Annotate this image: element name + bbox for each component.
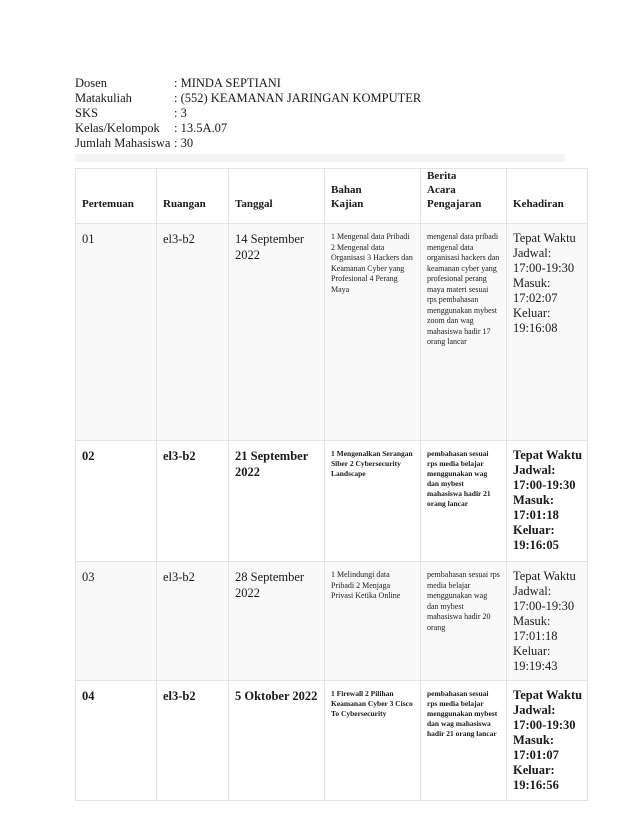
cell-berita-acara: mengenal data pribadi mengenal data organisasi hackers dan keamanan cyber yang profesional perang maya materi sesuai rps pembahasan menggunakan mybest zoom dan wag mahasiswa hadir 17 orang lancar [421, 224, 507, 441]
attendance-line: Keluar: [513, 523, 555, 537]
cell-kehadiran [507, 681, 588, 801]
info-label: Jumlah Mahasiswa [75, 136, 171, 150]
attendance-line: Jadwal: [513, 246, 552, 260]
header-line: Acara [427, 184, 456, 196]
table-row [76, 441, 588, 562]
attendance-line: Jadwal: [513, 584, 552, 598]
attendance-line: 19:16:56 [513, 778, 559, 792]
header-kehadiran: Kehadiran [507, 169, 588, 224]
cell-pertemuan: 02 [76, 441, 157, 562]
header-pertemuan: Pertemuan [76, 169, 157, 224]
cell-tanggal: 28 September 2022 [229, 562, 325, 681]
table-row [76, 562, 588, 681]
attendance-status: Tepat Waktu [513, 688, 583, 702]
attendance-status: Tepat Waktu [513, 231, 576, 245]
attendance-line: 17:01:18 [513, 508, 559, 522]
info-value: : 3 [174, 106, 187, 120]
attendance-line: Jadwal: [513, 463, 556, 477]
course-info [75, 76, 421, 151]
cell-bahan-kajian: 1 Melindungi data Pribadi 2 Menjaga Privasi Ketika Online [325, 562, 421, 681]
info-row-kelas [75, 121, 421, 136]
info-label: Dosen [75, 76, 107, 90]
info-row-matakuliah [75, 91, 421, 106]
attendance-line: 19:16:05 [513, 538, 559, 552]
cell-ruangan: el3-b2 [157, 562, 229, 681]
info-value: : 13.5A.07 [174, 121, 228, 135]
table-header-row [76, 169, 588, 224]
cell-bahan-kajian: 1 Firewall 2 Pilihan Keamanan Cyber 3 Cisco To Cybersecurity [325, 681, 421, 801]
info-row-jumlah [75, 136, 421, 151]
attendance-line: Masuk: [513, 614, 551, 628]
attendance-line: 17:00-19:30 [513, 261, 575, 275]
attendance-line: Keluar: [513, 644, 551, 658]
cell-tanggal: 5 Oktober 2022 [229, 681, 325, 801]
attendance-status: Tepat Waktu [513, 448, 583, 462]
header-line: Kajian [331, 198, 364, 210]
attendance-line: 17:00-19:30 [513, 718, 576, 732]
attendance-line: Keluar: [513, 306, 551, 320]
header-tanggal: Tanggal [229, 169, 325, 224]
header-line: Pengajaran [427, 198, 482, 210]
cell-berita-acara: pembahasan sesuai rps media belajar menggunakan mybest dan wag mahasiswa hadir 21 orang lancar [421, 681, 507, 801]
header-line: Bahan [331, 184, 362, 196]
attendance-line: Masuk: [513, 493, 554, 507]
cell-kehadiran [507, 562, 588, 681]
cell-tanggal: 14 September 2022 [229, 224, 325, 441]
info-value: : (552) KEAMANAN JARINGAN KOMPUTER [174, 91, 422, 105]
attendance-line: Jadwal: [513, 703, 556, 717]
attendance-line: Masuk: [513, 276, 551, 290]
attendance-table [75, 168, 588, 801]
header-line: Berita [427, 170, 457, 182]
cell-berita-acara: pembahasan sesuai rps media belajar menggunakan wag dan mybest mahasiswa hadir 20 orang [421, 562, 507, 681]
attendance-line: 17:01:07 [513, 748, 559, 762]
info-label: Matakuliah [75, 91, 132, 105]
info-divider [75, 154, 565, 162]
cell-bahan-kajian: 1 Mengenalkan Serangan Siber 2 Cybersecurity Landscape [325, 441, 421, 562]
info-label: SKS [75, 106, 98, 120]
attendance-line: Keluar: [513, 763, 555, 777]
header-bahan-kajian [325, 169, 421, 224]
header-ruangan: Ruangan [157, 169, 229, 224]
cell-bahan-kajian: 1 Mengenal data Pribadi 2 Mengenal data Organisasi 3 Hackers dan Keamanan Cyber yang Profesional 4 Perang Maya [325, 224, 421, 441]
cell-ruangan: el3-b2 [157, 441, 229, 562]
attendance-line: 17:00-19:30 [513, 599, 575, 613]
attendance-status: Tepat Waktu [513, 569, 576, 583]
info-label: Kelas/Kelompok [75, 121, 160, 135]
attendance-line: 19:19:43 [513, 659, 558, 673]
attendance-line: Masuk: [513, 733, 554, 747]
cell-pertemuan: 03 [76, 562, 157, 681]
attendance-line: 17:01:18 [513, 629, 558, 643]
cell-ruangan: el3-b2 [157, 681, 229, 801]
attendance-line: 17:00-19:30 [513, 478, 576, 492]
table-row [76, 224, 588, 441]
attendance-line: 17:02:07 [513, 291, 558, 305]
info-row-dosen [75, 76, 421, 91]
attendance-line: 19:16:08 [513, 321, 558, 335]
cell-pertemuan: 01 [76, 224, 157, 441]
table-row [76, 681, 588, 801]
cell-kehadiran [507, 224, 588, 441]
info-value: : MINDA SEPTIANI [174, 76, 281, 90]
info-value: : 30 [174, 136, 194, 150]
cell-berita-acara: pembahasan sesuai rps media belajar menggunakan wag dan mybest mahasiswa hadir 21 orang lancar [421, 441, 507, 562]
cell-ruangan: el3-b2 [157, 224, 229, 441]
cell-kehadiran [507, 441, 588, 562]
info-row-sks [75, 106, 421, 121]
cell-pertemuan: 04 [76, 681, 157, 801]
cell-tanggal: 21 September 2022 [229, 441, 325, 562]
header-berita-acara [421, 169, 507, 224]
